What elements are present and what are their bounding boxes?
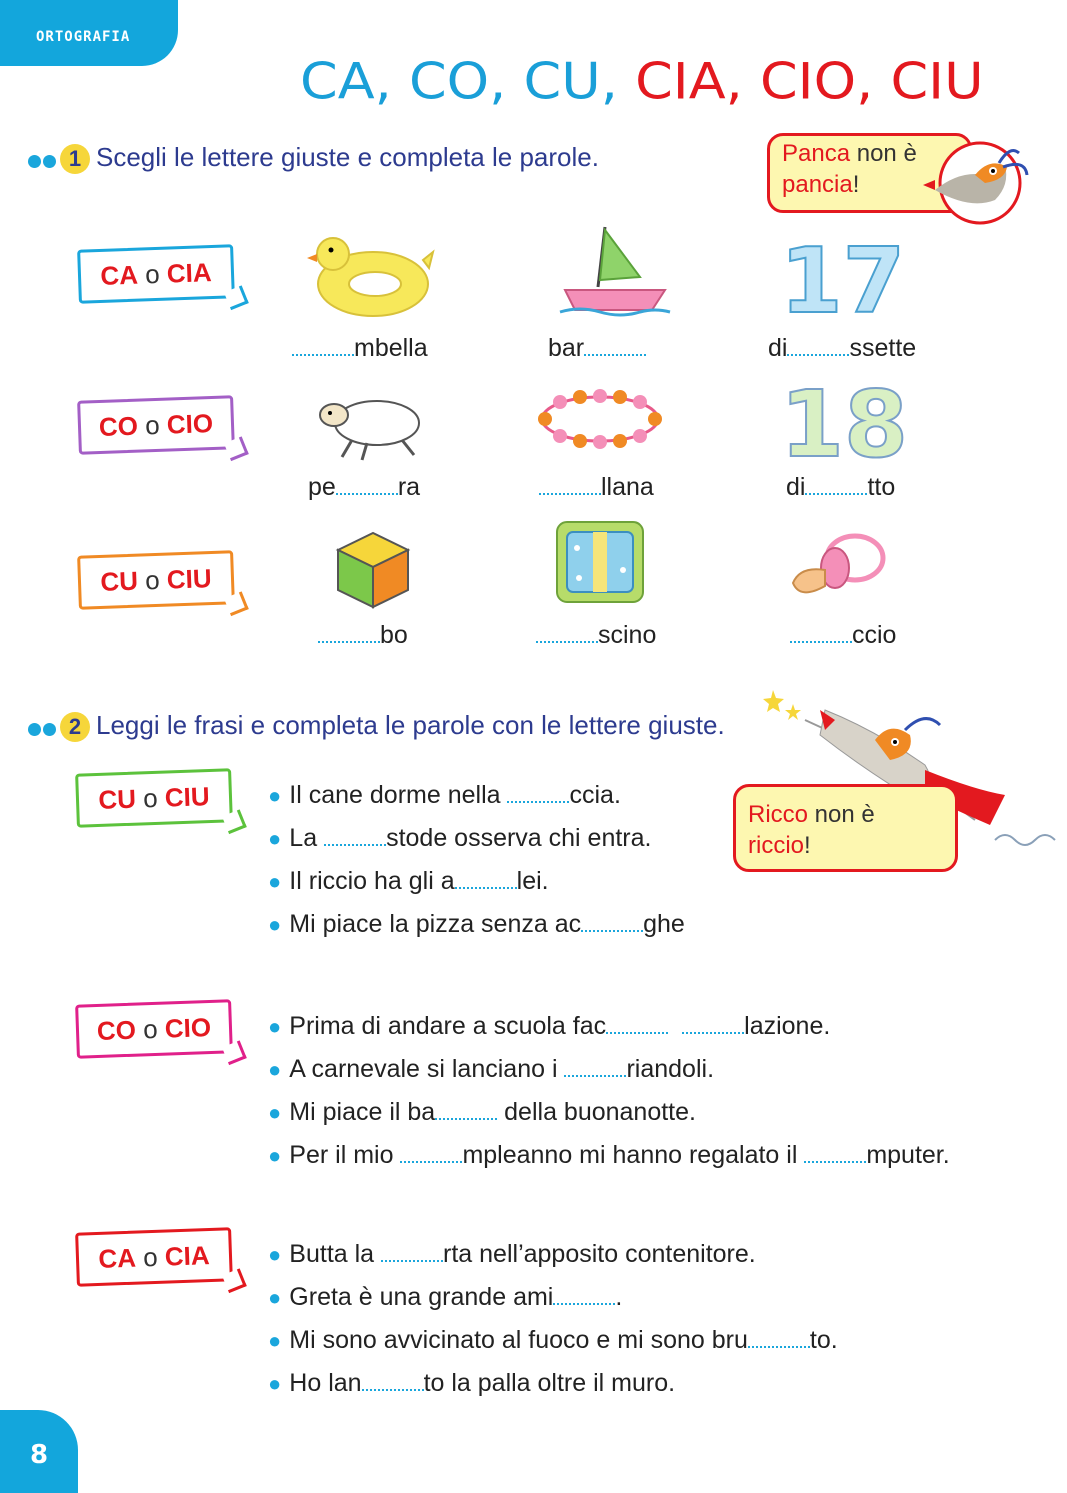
sheep-icon xyxy=(312,385,427,465)
tag-or: o xyxy=(142,782,159,814)
word-blank-3 xyxy=(768,334,916,363)
sentence: ● Mi piace la pizza senza ac ghe xyxy=(268,910,685,938)
bubble-middle: non è xyxy=(850,140,917,167)
word-text: ra xyxy=(397,473,421,501)
choice-tag-co-cio xyxy=(77,395,235,454)
word-blank-4 xyxy=(308,473,420,502)
sentence-text: mputer. xyxy=(866,1141,950,1169)
sentence-text: Per il mio xyxy=(289,1141,401,1169)
bullet-dots-icon xyxy=(28,144,58,175)
cushion-icon xyxy=(553,518,648,608)
sentence-text: to la palla oltre il muro. xyxy=(423,1369,676,1397)
blank-field[interactable] xyxy=(606,1028,668,1034)
tag-option-b: CIU xyxy=(166,563,213,595)
blank-field[interactable] xyxy=(292,350,354,356)
tag-or: o xyxy=(144,409,161,441)
sentence-text: Prima di andare a scuola fac xyxy=(289,1012,607,1040)
cube-icon xyxy=(333,525,413,610)
choice-tag-ca-cia xyxy=(77,244,235,303)
sentence: ● Per il mio mpleanno mi hanno regalato il mputer. xyxy=(268,1141,950,1169)
sentence-text: Il cane dorme nella xyxy=(289,781,508,809)
sentence-text: Mi piace il ba xyxy=(289,1098,436,1126)
word-text: bo xyxy=(380,621,408,649)
title-part-blue: CA, CO, CU, xyxy=(300,52,636,111)
tag-option-a: CA xyxy=(99,259,139,291)
title-part-red: CIA, CIO, CIU xyxy=(635,52,984,111)
exercise-number: 1 xyxy=(60,144,90,174)
mascot-icon xyxy=(915,135,1035,230)
pacifier-icon xyxy=(790,528,890,603)
word-text: pe xyxy=(308,473,336,501)
bullet-dots-icon xyxy=(28,712,58,743)
word-text: di xyxy=(768,334,788,362)
svg-text:17: 17 xyxy=(780,229,906,334)
sentence-text: Mi piace la pizza senza ac xyxy=(289,910,582,938)
sentence-text: stode osserva chi entra. xyxy=(386,824,652,852)
word-blank-7 xyxy=(318,621,408,650)
tag-option-b: CIO xyxy=(164,1012,212,1044)
choice-tag-cu-ciu xyxy=(75,768,233,827)
word-text: ccio xyxy=(852,621,897,649)
tag-option-a: CU xyxy=(99,565,139,597)
tag-option-b: CIA xyxy=(166,257,213,289)
bubble-end: ! xyxy=(852,171,860,198)
sailboat-icon xyxy=(560,222,670,322)
sentence-text: Greta è una grande ami xyxy=(289,1283,554,1311)
choice-tag-co-cio xyxy=(75,999,233,1058)
svg-text:18: 18 xyxy=(780,371,909,478)
exercise-2-heading xyxy=(28,710,725,743)
tag-or: o xyxy=(144,564,161,596)
blank-field[interactable] xyxy=(539,489,601,495)
blank-field[interactable] xyxy=(584,350,646,356)
duck-float-icon xyxy=(305,232,435,322)
tag-option-a: CA xyxy=(97,1242,137,1274)
necklace-icon xyxy=(535,388,665,450)
sentence: ● Il riccio ha gli a lei. xyxy=(268,867,549,895)
word-text: di xyxy=(786,473,806,501)
blank-field[interactable] xyxy=(564,1071,626,1077)
word-text: tto xyxy=(867,473,896,501)
sentence: ● Il cane dorme nella ccia. xyxy=(268,781,621,809)
number-17-icon xyxy=(780,229,906,334)
blank-field[interactable] xyxy=(790,637,852,643)
blank-field[interactable] xyxy=(787,350,849,356)
section-label: ORTOGRAFIA xyxy=(36,29,131,45)
sentence-text: Ho lan xyxy=(289,1369,362,1397)
sentence-text: lazione. xyxy=(744,1012,831,1040)
word-text: mbella xyxy=(354,334,428,362)
tag-or: o xyxy=(142,1241,159,1273)
sentence-text: Mi sono avvicinato al fuoco e mi sono bru xyxy=(289,1326,748,1354)
word-blank-1 xyxy=(292,334,428,363)
exercise-2-instruction: Leggi le frasi e completa le parole con le lettere giuste. xyxy=(96,710,725,740)
page-title xyxy=(300,53,984,111)
tag-or: o xyxy=(144,258,161,290)
blank-field[interactable] xyxy=(362,1385,424,1391)
tip-bubble-2 xyxy=(733,784,958,872)
sentence-text: riandoli. xyxy=(626,1055,715,1083)
bubble-word-1: Ricco xyxy=(748,801,809,828)
sentence-text: Il riccio ha gli a xyxy=(289,867,455,895)
blank-field[interactable] xyxy=(400,1157,462,1163)
sentence-text: della buonanotte. xyxy=(497,1098,696,1126)
blank-field[interactable] xyxy=(581,926,643,932)
bubble-word-1: Panca xyxy=(782,140,851,167)
blank-field[interactable] xyxy=(805,489,867,495)
sentence-text: mpleanno mi hanno regalato il xyxy=(462,1141,805,1169)
sentence-text: to. xyxy=(809,1326,838,1354)
bubble-word-2: riccio xyxy=(748,832,805,859)
sentence: ● Greta è una grande ami . xyxy=(268,1283,623,1311)
word-blank-6 xyxy=(786,473,895,502)
blank-field[interactable] xyxy=(507,797,569,803)
blank-field[interactable] xyxy=(536,637,598,643)
exercise-number: 2 xyxy=(60,712,90,742)
tag-option-b: CIO xyxy=(166,408,214,440)
blank-field[interactable] xyxy=(381,1256,443,1262)
sentence: ● Prima di andare a scuola fac lazione. xyxy=(268,1012,831,1040)
choice-tag-cu-ciu xyxy=(77,550,235,609)
sentence-text: La xyxy=(289,824,325,852)
sentence: ● Mi sono avvicinato al fuoco e mi sono bru to. xyxy=(268,1326,838,1354)
word-blank-5 xyxy=(539,473,654,502)
word-text: ssette xyxy=(849,334,917,362)
blank-field[interactable] xyxy=(455,883,517,889)
sentence: ● Butta la rta nell’apposito contenitore. xyxy=(268,1240,756,1268)
blank-field[interactable] xyxy=(804,1157,866,1163)
blank-field[interactable] xyxy=(336,489,398,495)
exercise-1-heading xyxy=(28,142,599,175)
sentence: ● Ho lan to la palla oltre il muro. xyxy=(268,1369,676,1397)
word-text: bar xyxy=(548,334,585,362)
sentence-text: Butta la xyxy=(289,1240,382,1268)
page-number: 8 xyxy=(30,1440,49,1470)
sentence: ● A carnevale si lanciano i riandoli. xyxy=(268,1055,715,1083)
word-blank-8 xyxy=(536,621,656,650)
choice-tag-ca-cia xyxy=(75,1227,233,1286)
sentence-text: lei. xyxy=(516,867,549,895)
number-18-icon xyxy=(780,371,909,478)
bubble-word-2: pancia xyxy=(782,171,853,198)
blank-field[interactable] xyxy=(435,1114,497,1120)
sentence: ● La stode osserva chi entra. xyxy=(268,824,652,852)
word-blank-2 xyxy=(548,334,646,363)
blank-field[interactable] xyxy=(682,1028,744,1034)
tag-option-a: CU xyxy=(97,783,137,815)
exercise-1-instruction: Scegli le lettere giuste e completa le parole. xyxy=(96,142,599,172)
tag-or: o xyxy=(142,1013,159,1045)
sentence-text: ghe xyxy=(643,910,685,938)
tag-option-a: CO xyxy=(96,1014,137,1046)
sentence: ● Mi piace il ba della buonanotte. xyxy=(268,1098,696,1126)
sentence-text: . xyxy=(615,1283,623,1311)
tag-option-b: CIU xyxy=(164,781,211,813)
tag-option-a: CO xyxy=(98,410,139,442)
word-text: llana xyxy=(601,473,654,501)
sentence-text: ccia. xyxy=(569,781,621,809)
blank-field[interactable] xyxy=(318,637,380,643)
blank-field[interactable] xyxy=(324,840,386,846)
blank-field[interactable] xyxy=(748,1342,810,1348)
sentence-text: A carnevale si lanciano i xyxy=(289,1055,565,1083)
bubble-end: ! xyxy=(804,832,811,859)
word-text: scino xyxy=(598,621,657,649)
tag-option-b: CIA xyxy=(164,1240,211,1272)
blank-field[interactable] xyxy=(553,1299,615,1305)
word-blank-9 xyxy=(790,621,896,650)
sentence-text: rta nell’apposito contenitore. xyxy=(443,1240,756,1268)
bubble-middle: non è xyxy=(808,801,875,828)
